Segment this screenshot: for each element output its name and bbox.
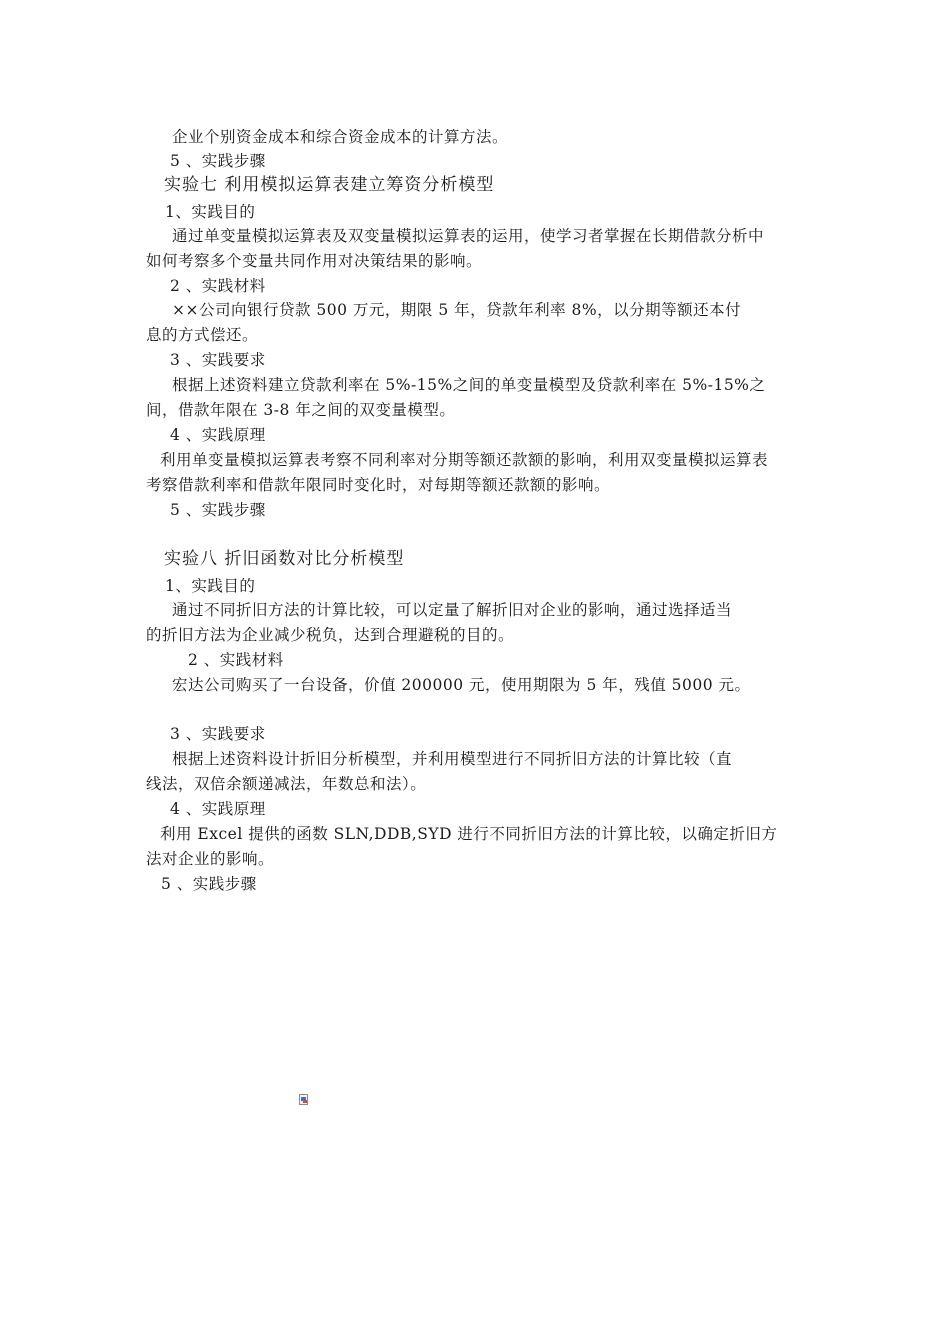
text-line: 的折旧方法为企业减少税负，达到合理避税的目的。: [146, 626, 515, 644]
step-heading: 3 、实践要求: [170, 725, 266, 743]
step-heading: 1、实践目的: [165, 577, 256, 595]
section-heading-7: 实验七 利用模拟运算表建立筹资分析模型: [164, 175, 495, 195]
embedded-image-icon: [299, 1094, 309, 1105]
text-line: 通过不同折旧方法的计算比较，可以定量了解折旧对企业的影响，通过选择适当: [172, 601, 733, 619]
step-heading: 5 、实践步骤: [170, 152, 266, 170]
step-heading: 1、实践目的: [165, 203, 256, 221]
text-line: 法对企业的影响。: [146, 850, 275, 868]
text-line: 企业个别资金成本和综合资金成本的计算方法。: [172, 128, 509, 146]
text-line: 息的方式偿还。: [146, 326, 259, 344]
text-line: 考察借款利率和借款年限同时变化时，对每期等额还款额的影响。: [146, 476, 611, 494]
step-heading: 4 、实践原理: [170, 800, 266, 818]
text-line: 利用 Excel 提供的函数 SLN,DDB,SYD 进行不同折旧方法的计算比较，以确定折旧方: [160, 825, 778, 843]
step-heading: 5 、实践步骤: [161, 875, 257, 893]
text-line: 如何考察多个变量共同作用对决策结果的影响。: [146, 252, 483, 270]
text-line: 线法，双倍余额递减法，年数总和法）。: [146, 775, 427, 793]
step-heading: 2 、实践材料: [188, 651, 284, 669]
text-line: 根据上述资料设计折旧分析模型，并利用模型进行不同折旧方法的计算比较（直: [172, 750, 733, 768]
text-line: ××公司向银行贷款 500 万元，期限 5 年，贷款年利率 8%，以分期等额还本付: [172, 301, 742, 319]
section-heading-8: 实验八 折旧函数对比分析模型: [164, 549, 405, 569]
step-heading: 4 、实践原理: [170, 426, 266, 444]
step-heading: 2 、实践材料: [170, 277, 266, 295]
text-line: 根据上述资料建立贷款利率在 5%-15%之间的单变量模型及贷款利率在 5%-15%之: [172, 376, 766, 394]
step-heading: 5 、实践步骤: [170, 501, 266, 519]
text-line: 利用单变量模拟运算表考察不同利率对分期等额还款额的影响，利用双变量模拟运算表: [160, 451, 769, 469]
text-line: 通过单变量模拟运算表及双变量模拟运算表的运用，使学习者掌握在长期借款分析中: [172, 227, 765, 245]
step-heading: 3 、实践要求: [170, 351, 266, 369]
text-line: 宏达公司购买了一台设备，价值 200000 元，使用期限为 5 年，残值 5000 元。: [172, 676, 751, 694]
text-line: 间，借款年限在 3-8 年之间的双变量模型。: [146, 401, 456, 419]
